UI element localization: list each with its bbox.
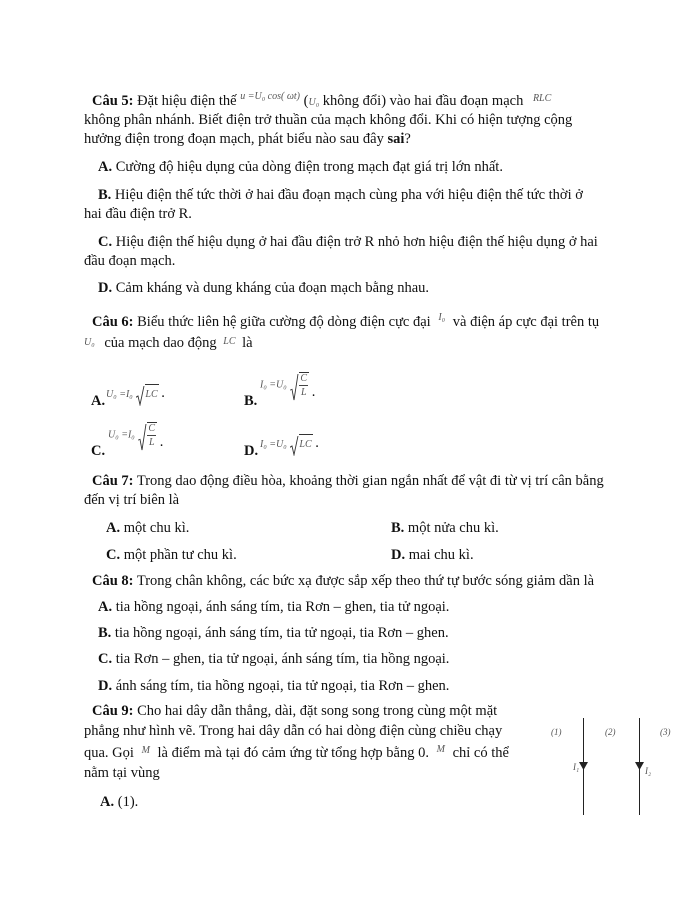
q6-option-a-formula [106, 384, 165, 404]
q8-label: Câu 8: [92, 573, 134, 589]
dot: . [159, 434, 164, 450]
option-text: tia hồng ngoại, ánh sáng tím, tia Rơn – ghen, tia tử ngoại. [115, 599, 450, 615]
region-2-label: (2) [605, 727, 616, 737]
option-label: B. [391, 520, 405, 536]
option-label: A. [106, 520, 121, 536]
sqrt [138, 422, 156, 449]
q8-line1 [92, 572, 594, 590]
q8-option-d[interactable] [98, 677, 449, 695]
q9-line3 [84, 744, 509, 764]
option-text: (1). [117, 794, 139, 810]
q7-text: Trong dao động điều hòa, khoảng thời gian ngắn nhất để vật đi từ vị trí cân bằng [136, 473, 604, 489]
q7-label: Câu 7: [92, 473, 134, 489]
option-label: B. [98, 187, 112, 203]
q9-text-b: là điểm mà tại đó cảm ứng từ tổng hợp bằng 0. [157, 745, 429, 761]
q7-option-b[interactable] [391, 519, 499, 537]
q5-option-c[interactable] [98, 233, 598, 251]
option-label: D. [98, 678, 113, 694]
q8-option-c[interactable] [98, 650, 449, 668]
sqrt [290, 434, 311, 454]
q9-line2: phẳng như hình vẽ. Trong hai dây dẫn có hai dòng điện cùng chiều chạy [84, 723, 503, 739]
q5-line2: không phân nhánh. Biết điện trở thuần của mạch không đổi. Khi có hiện tượng cộng [84, 112, 573, 128]
q6-option-c-formula [108, 422, 163, 449]
option-label: A. [91, 393, 106, 409]
sqrt [136, 384, 157, 404]
option-label: A. [98, 159, 113, 175]
q6-option-d[interactable] [244, 442, 258, 460]
q6-option-c[interactable] [91, 442, 105, 460]
option-label: B. [98, 625, 112, 641]
radicand: LC [299, 439, 312, 450]
q9-line1 [92, 702, 497, 720]
dot: . [315, 435, 319, 451]
current-arrow-2-icon [635, 762, 644, 771]
q5-paren: ( [303, 93, 309, 109]
option-text: Cảm kháng và dung kháng của đoạn mạch bằng nhau. [115, 280, 430, 296]
q7-option-d[interactable] [391, 546, 474, 564]
option-text: tia hồng ngoại, ánh sáng tím, tia tử ngoại, tia Rơn – ghen. [114, 625, 449, 641]
q6-option-d-formula [260, 434, 319, 454]
q8-text: Trong chân không, các bức xạ được sắp xếp theo thứ tự bước sóng giảm dần là [136, 573, 595, 589]
q6-option-b[interactable] [244, 392, 257, 410]
option-text: một chu kì. [123, 520, 190, 536]
option-label: D. [391, 547, 406, 563]
q5-q: ? [404, 131, 411, 147]
q6-text-b: và điện áp cực đại trên tụ [452, 314, 600, 330]
q7-line1 [92, 472, 604, 490]
option-label: D. [244, 443, 259, 459]
q6-i0: I₀ [438, 312, 446, 323]
option-label: C. [91, 443, 106, 459]
q5-formula: u =U₀ cos( ωt) [240, 91, 300, 102]
q5-option-b[interactable] [98, 186, 583, 204]
option-label: C. [98, 651, 113, 667]
q8-option-b[interactable] [98, 624, 449, 642]
option-text: Hiệu điện thế tức thời ở hai đầu đoạn mạch cùng pha với hiệu điện thế tức thời ở [114, 187, 583, 203]
formula: I₀ =U₀ [260, 379, 287, 391]
current-label-i2: I₂ [645, 766, 652, 776]
option-label: A. [100, 794, 115, 810]
option-text: ánh sáng tím, tia hồng ngoại, tia tử ngoại, tia Rơn – ghen. [115, 678, 450, 694]
q7-option-c[interactable] [106, 546, 237, 564]
denominator: L [148, 437, 155, 448]
q6-option-a[interactable] [91, 392, 105, 410]
q5-option-c-cont: đầu đoạn mạch. [84, 253, 176, 269]
q6-line2 [84, 334, 253, 354]
option-text: Cường độ hiệu dụng của dòng điện trong mạch đạt giá trị lớn nhất. [115, 159, 503, 175]
q9-m: M [141, 745, 150, 756]
current-arrow-1-icon [579, 762, 588, 771]
q7-line2: đến vị trí biên là [84, 492, 180, 508]
q8-option-a[interactable] [98, 598, 449, 616]
option-text: Hiệu điện thế hiệu dụng ở hai đầu điện trở R nhỏ hơn hiệu điện thế hiệu dụng ở hai [115, 234, 598, 250]
fraction [147, 422, 156, 449]
q9-line4: nằm tại vùng [84, 765, 160, 781]
q5-line3-a: hưởng điện trong đoạn mạch, phát biểu nào sau đây [84, 131, 384, 147]
option-text: mai chu kì. [408, 547, 474, 563]
q6-line1 [92, 313, 599, 333]
q9-label: Câu 9: [92, 703, 134, 719]
option-label: B. [244, 393, 258, 409]
q6-lc: LC [223, 336, 236, 347]
option-text: tia Rơn – ghen, tia tử ngoại, ánh sáng tím, tia hồng ngoại. [115, 651, 450, 667]
denominator: L [300, 387, 307, 398]
q5-u0: U₀ [308, 97, 320, 108]
option-text: một phần tư chu kì. [123, 547, 237, 563]
option-label: A. [98, 599, 113, 615]
q6-u0: U₀ [84, 337, 95, 348]
region-3-label: (3) [660, 727, 671, 737]
region-1-label: (1) [551, 727, 562, 737]
q5-sai: sai [387, 131, 405, 147]
option-text: một nửa chu kì. [407, 520, 499, 536]
dot: . [161, 385, 165, 401]
option-label: D. [98, 280, 113, 296]
sqrt [290, 372, 308, 399]
q9-m2: M [436, 744, 445, 755]
current-label-i1: I₁ [573, 762, 580, 772]
q5-option-a[interactable] [98, 158, 503, 176]
formula: U₀ =I₀ [106, 389, 133, 400]
q5-rlc: RLC [532, 93, 552, 104]
formula: I₀ =U₀ [260, 439, 287, 450]
dot: . [311, 384, 316, 400]
q9-text-a: qua. Gọi [84, 745, 134, 761]
fraction [299, 372, 308, 399]
q5-line3 [84, 130, 411, 148]
q6-text-c: của mạch dao động [104, 335, 217, 351]
q6-text-d: là [242, 335, 253, 351]
q6-text: Biểu thức liên hệ giữa cường độ dòng điện cực đại [137, 314, 431, 330]
q5-text-b: không đổi) vào hai đầu đoạn mạch [322, 93, 524, 109]
q5-option-b-cont: hai đầu điện trở R. [84, 206, 192, 222]
numerator: C [300, 373, 308, 384]
option-label: C. [98, 234, 113, 250]
radicand: LC [145, 389, 158, 400]
q5-line1 [92, 92, 551, 112]
q6-label: Câu 6: [92, 314, 134, 330]
q9-option-a[interactable] [100, 793, 138, 811]
formula: U₀ =I₀ [108, 429, 135, 441]
option-label: C. [106, 547, 121, 563]
q5-label: Câu 5: [92, 93, 134, 109]
q9-text-c: chỉ có thể [452, 745, 509, 761]
q5-text: Đặt hiệu điện thế [137, 93, 237, 109]
q6-option-b-formula [260, 372, 315, 399]
q5-option-d[interactable] [98, 279, 429, 297]
q7-option-a[interactable] [106, 519, 189, 537]
q9-text: Cho hai dây dẫn thẳng, dài, đặt song song trong cùng một mặt [137, 703, 498, 719]
numerator: C [148, 423, 156, 434]
